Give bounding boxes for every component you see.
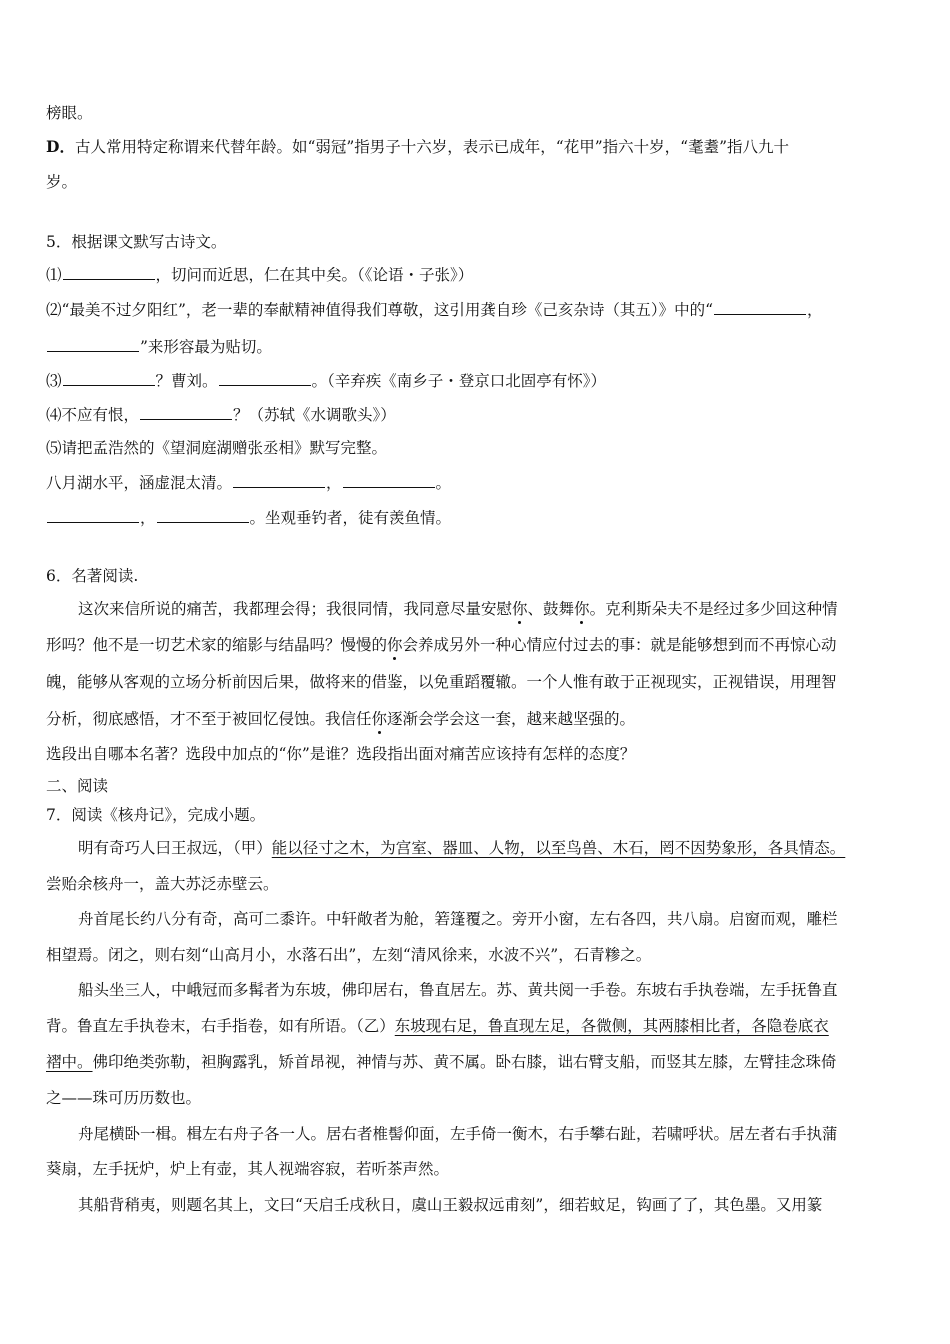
item-text: ？曹刘。	[155, 372, 218, 390]
q7-passage-line: 舟尾横卧一楫。楫左右舟子各一人。居右者椎髻仰面，左手倚一衡木，右手攀右趾，若啸呼状。居左者右手执蒲	[78, 1125, 838, 1143]
fill-blank[interactable]	[157, 507, 249, 523]
q7-passage-line: 其船背稍夷，则题名其上，文曰“天启壬戌秋日，虞山王毅叔远甫刻”，细若蚊足，钩画了了，其色墨。又用篆	[78, 1196, 823, 1214]
passage-text: 背。鲁直左手执卷末，右手指卷，如有所语。（乙）	[46, 1017, 395, 1035]
item-text: ？（苏轼《水调歌头》）	[233, 406, 396, 424]
fill-blank[interactable]	[47, 507, 139, 523]
q5-item-5	[46, 438, 387, 458]
item-text: ，	[326, 474, 342, 492]
fill-blank[interactable]	[343, 472, 435, 488]
q7-passage-line	[46, 1016, 829, 1036]
q7-passage-line: 葵扇，左手抚炉，炉上有壶，其人视端容寂，若听茶声然。	[46, 1160, 450, 1178]
fill-blank[interactable]	[63, 370, 155, 386]
passage-text: 会养成另外一种心情应付过去的事：就是能够想到而不再惊心动	[402, 636, 837, 654]
item-number: ⑴	[46, 266, 62, 284]
fill-blank[interactable]	[219, 370, 311, 386]
fill-blank[interactable]	[140, 404, 232, 420]
q5-item-2	[46, 299, 823, 320]
passage-text: 佛印绝类弥勒，袒胸露乳，矫首昂视，神情与苏、黄不属。卧右膝，诎右臂支船，而竖其左膝，左臂挂念珠倚	[92, 1053, 837, 1071]
item-text: 八月湖水平，涵虚混太清。	[46, 474, 233, 492]
q5-item-5-line1	[46, 472, 451, 493]
passage-text: 、鼓舞	[527, 600, 575, 618]
option-d-label: D．	[46, 137, 75, 156]
q7-passage-line: 相望焉。闭之，则右刻“山高月小，水落石出”，左刻“清风徐来，水波不兴”，石青糁之。	[46, 946, 652, 964]
q7-passage-line	[78, 838, 845, 858]
q7-passage-line: 尝贻余核舟一，盖大苏泛赤壁云。	[46, 875, 279, 893]
item-text: 。	[435, 474, 452, 492]
passage-text: 分析，彻底感悟，才不至于被回忆侵蚀。我信任	[46, 710, 372, 728]
passage-text: 形吗？他不是一切艺术家的缩影与结晶吗？慢慢的	[46, 636, 388, 654]
fill-blank[interactable]	[63, 264, 155, 280]
dotted-word: 你	[371, 710, 388, 728]
q7-title: 7．阅读《核舟记》，完成小题。	[46, 806, 266, 824]
item-text: ”来形容最为贴切。	[140, 338, 272, 356]
q4-option-d-cont: 岁。	[46, 173, 78, 191]
item-number: ⑵	[46, 301, 62, 319]
dotted-word: 你	[574, 600, 590, 618]
item-text: “最美不过夕阳红”，老一辈的奉献精神值得我们尊敬，这引用龚自珍《己亥杂诗（其五）》中的“	[61, 301, 714, 319]
item-number: ⑷	[46, 406, 62, 424]
passage-text: 。克利斯朵夫不是经过多少回这种情	[589, 600, 838, 618]
option-d-text: 古人常用特定称谓来代替年龄。如“弱冠”指男子十六岁，表示已成年，“花甲”指六十岁，“耄耋”指八九十	[74, 138, 790, 156]
item-number: ⑸	[46, 439, 62, 457]
q6-passage-line	[46, 709, 635, 729]
underlined-sentence-b: 东坡现右足，鲁直现左足，各微侧，其两膝相比者，各隐卷底衣	[394, 1017, 829, 1035]
section-heading: 二、阅读	[46, 777, 109, 795]
underlined-sentence-a: 能以径寸之木，为宫室、器皿、人物，以至鸟兽、木石，罔不因势象形，各具情态。	[271, 839, 846, 857]
item-text: ，	[807, 301, 823, 319]
q6-question: 选段出自哪本名著？选段中加点的“你”是谁？选段指出面对痛苦应该持有怎样的态度？	[46, 745, 636, 763]
item-text: 。坐观垂钓者，徒有羡鱼情。	[249, 509, 452, 527]
q5-title: 5．根据课文默写古诗文。	[46, 233, 227, 251]
q7-passage-line	[46, 1052, 837, 1072]
item-text: ，	[140, 509, 156, 527]
q5-item-3	[46, 370, 606, 391]
q6-title: 6．名著阅读.	[46, 567, 139, 585]
q5-item-5-line2	[46, 507, 451, 528]
dotted-word: 你	[512, 600, 528, 618]
q6-passage-line: 魄，能够从客观的立场分析前因后果，做将来的借鉴，以免重蹈覆辙。一个人惟有敢于正视现实，正视错误，用理智	[46, 673, 837, 691]
passage-text: 逐渐会学会这一套，越来越坚强的。	[387, 710, 636, 728]
q7-passage-line: 之——珠可历历数也。	[46, 1089, 202, 1107]
passage-text: 明有奇巧人曰王叔远，（甲）	[78, 839, 272, 857]
q4-option-d	[46, 137, 789, 157]
fill-blank[interactable]	[233, 472, 325, 488]
q5-item-1	[46, 264, 473, 285]
q7-passage-line: 船头坐三人，中峨冠而多髯者为东坡，佛印居右，鲁直居左。苏、黄共阅一手卷。东坡右手执卷端，左手抚鲁直	[78, 981, 838, 999]
item-number: ⑶	[46, 372, 62, 390]
underlined-sentence-b: 褶中。	[46, 1053, 93, 1071]
q7-passage-line: 舟首尾长约八分有奇，高可二黍许。中轩敞者为舱，箬篷覆之。旁开小窗，左右各四，共八扇。启窗而观，雕栏	[78, 910, 838, 928]
passage-text: 这次来信所说的痛苦，我都理会得；我很同情，我同意尽量安慰	[78, 600, 513, 618]
fill-blank[interactable]	[47, 336, 139, 352]
q6-passage-line	[46, 635, 837, 655]
dotted-word: 你	[387, 636, 403, 654]
q5-item-2-cont	[46, 336, 272, 357]
item-text: 请把孟浩然的《望洞庭湖赠张丞相》默写完整。	[61, 439, 388, 457]
item-text: 。（辛弃疾《南乡子・登京口北固亭有怀》）	[311, 372, 607, 390]
q5-item-4	[46, 404, 396, 425]
q4-tail-line: 榜眼。	[46, 104, 93, 122]
fill-blank[interactable]	[714, 299, 806, 315]
item-text: ，切问而近思，仁在其中矣。（《论语・子张》）	[155, 266, 474, 284]
q6-passage-line	[78, 599, 838, 619]
item-text: 不应有恨，	[61, 406, 140, 424]
